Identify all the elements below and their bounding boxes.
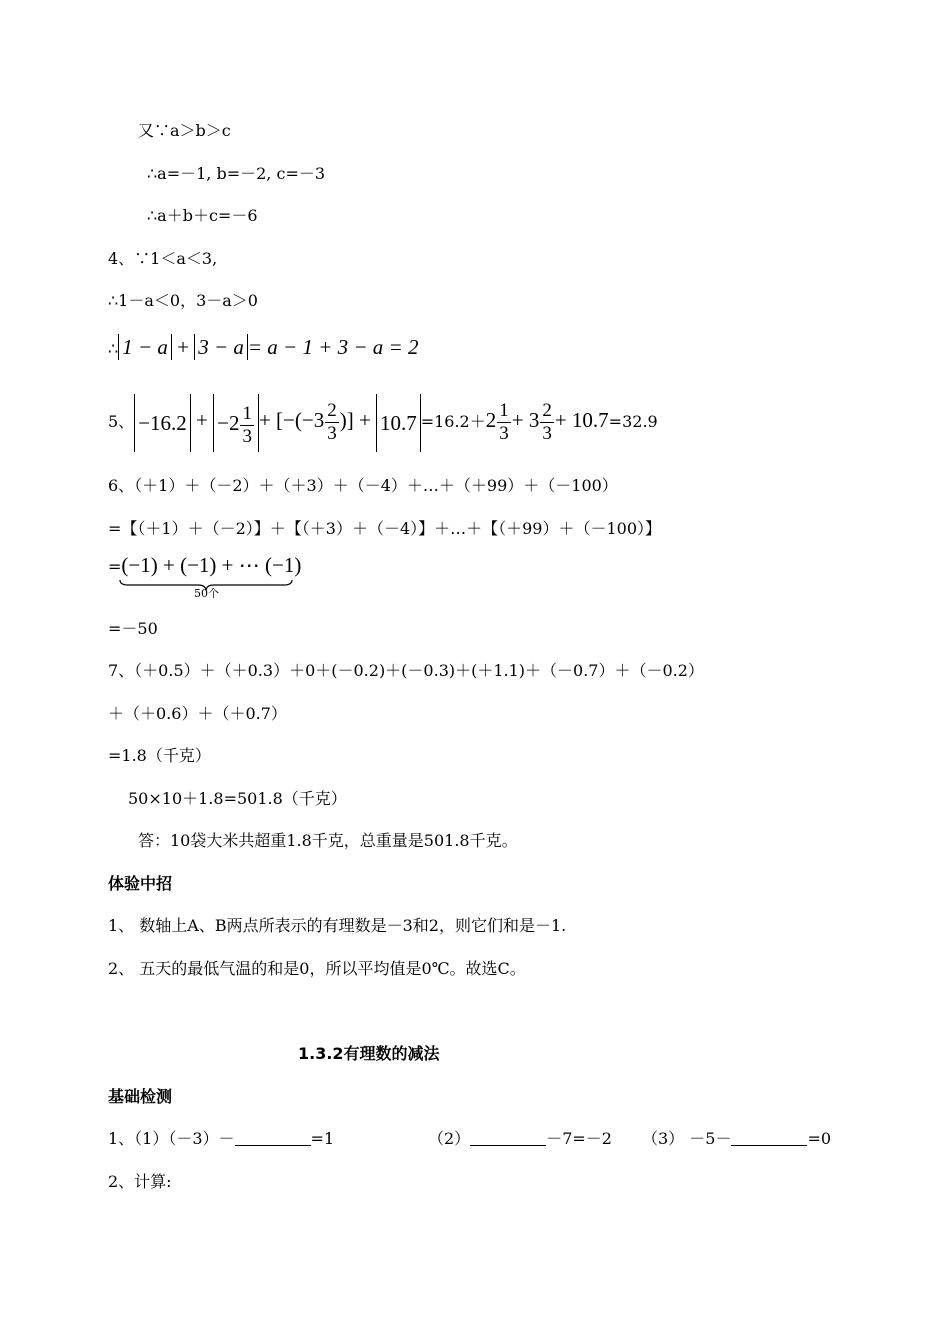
line-given: 又∵a＞b＞c xyxy=(138,121,231,140)
line-q4: 4、∵1＜a＜3, xyxy=(108,249,218,268)
line-q4-ineq: ∴1－a＜0，3－a＞0 xyxy=(108,291,258,310)
abs-eq-rhs: = a − 1 + 3 − a = 2 xyxy=(247,335,419,359)
abs-10-7: 10.7 xyxy=(376,394,421,452)
line-sum: ∴a＋b＋c=－6 xyxy=(147,206,258,225)
line-exercise-1c: （3） －5－ =0 xyxy=(642,1129,832,1148)
line-q6-group: =【（＋1）＋（－2）】＋【（＋3）＋（－4）】＋…＋【（＋99）＋（－100）】 xyxy=(108,519,662,538)
line-q7: 7、（＋0.5）＋（＋0.3）＋0＋(－0.2)＋(－0.3)＋(＋1.1)＋（－0.7）＋（－0.2） xyxy=(108,661,704,680)
line-q6-result: =－50 xyxy=(108,619,158,638)
line-q5: 5、 −16.2 + −2 $\frac{1}{3}$ + [−(−3 $\frac{2}{3}$ )] + 10.7 =16.2＋2 $\frac{1}{3}$ + 3 $\frac{2}{3}$ + 10.7=32.9 xyxy=(108,390,658,452)
answer-blank-1[interactable] xyxy=(235,1129,311,1146)
line-exp-1: 1、 数轴上A、B两点所表示的有理数是－3和2，则它们和是－1. xyxy=(108,916,567,935)
line-q6-brace: =(−1) + (−1) + ⋯ (−1) xyxy=(108,553,302,577)
answer-blank-3[interactable] xyxy=(731,1129,807,1146)
q5-result: =32.9 xyxy=(608,412,658,431)
abs-one-minus-a: 1 − a xyxy=(118,334,172,360)
abs-three-minus-a: 3 − a xyxy=(194,334,248,360)
line-q7-sum: =1.8（千克） xyxy=(108,746,211,765)
therefore-sign: ∴ xyxy=(108,339,119,358)
line-q4-abs-eq: ∴ 1 − a + 3 − a = a − 1 + 3 − a = 2 xyxy=(108,335,419,359)
line-exp-2: 2、 五天的最低气温的和是0，所以平均值是0℃。故选C。 xyxy=(108,959,526,978)
q5-number: 5、 xyxy=(108,412,135,431)
abs-neg-2-1-3: −2 $\frac{1}{3}$ xyxy=(213,394,259,452)
line-exercise-2: 2、计算: xyxy=(108,1172,172,1191)
line-q7-total: 50×10＋1.8=501.8（千克） xyxy=(128,789,347,808)
section-title: 1.3.2有理数的减法 xyxy=(298,1044,440,1063)
line-exercise-1b: （2） －7=－2 xyxy=(428,1129,612,1148)
line-values: ∴a=－1, b=－2, c=－3 xyxy=(147,164,326,183)
q5-bracket: + [−(−3 xyxy=(258,408,325,432)
heading-basic-check: 基础检测 xyxy=(108,1087,173,1106)
q5-frac-2-3: $\frac{2}{3}$ xyxy=(327,400,337,444)
line-q7-answer: 答：10袋大米共超重1.8千克，总重量是501.8千克。 xyxy=(138,831,518,850)
answer-blank-2[interactable] xyxy=(470,1129,546,1146)
line-q6: 6、（＋1）＋（－2）＋（＋3）＋（－4）＋…＋（＋99）＋（－100） xyxy=(108,476,618,495)
line-q7-cont: ＋（＋0.6）＋（＋0.7） xyxy=(108,704,287,723)
brace-count: 50个 xyxy=(194,587,219,600)
line-exercise-1: 1、（1）（－3）－ =1 xyxy=(108,1129,335,1148)
brace-expression: (−1) + (−1) + ⋯ (−1) xyxy=(121,553,302,577)
heading-experience: 体验中招 xyxy=(108,874,173,893)
q5-eq: =16.2＋ xyxy=(420,412,486,431)
abs-neg-16-2: −16.2 xyxy=(134,394,191,452)
